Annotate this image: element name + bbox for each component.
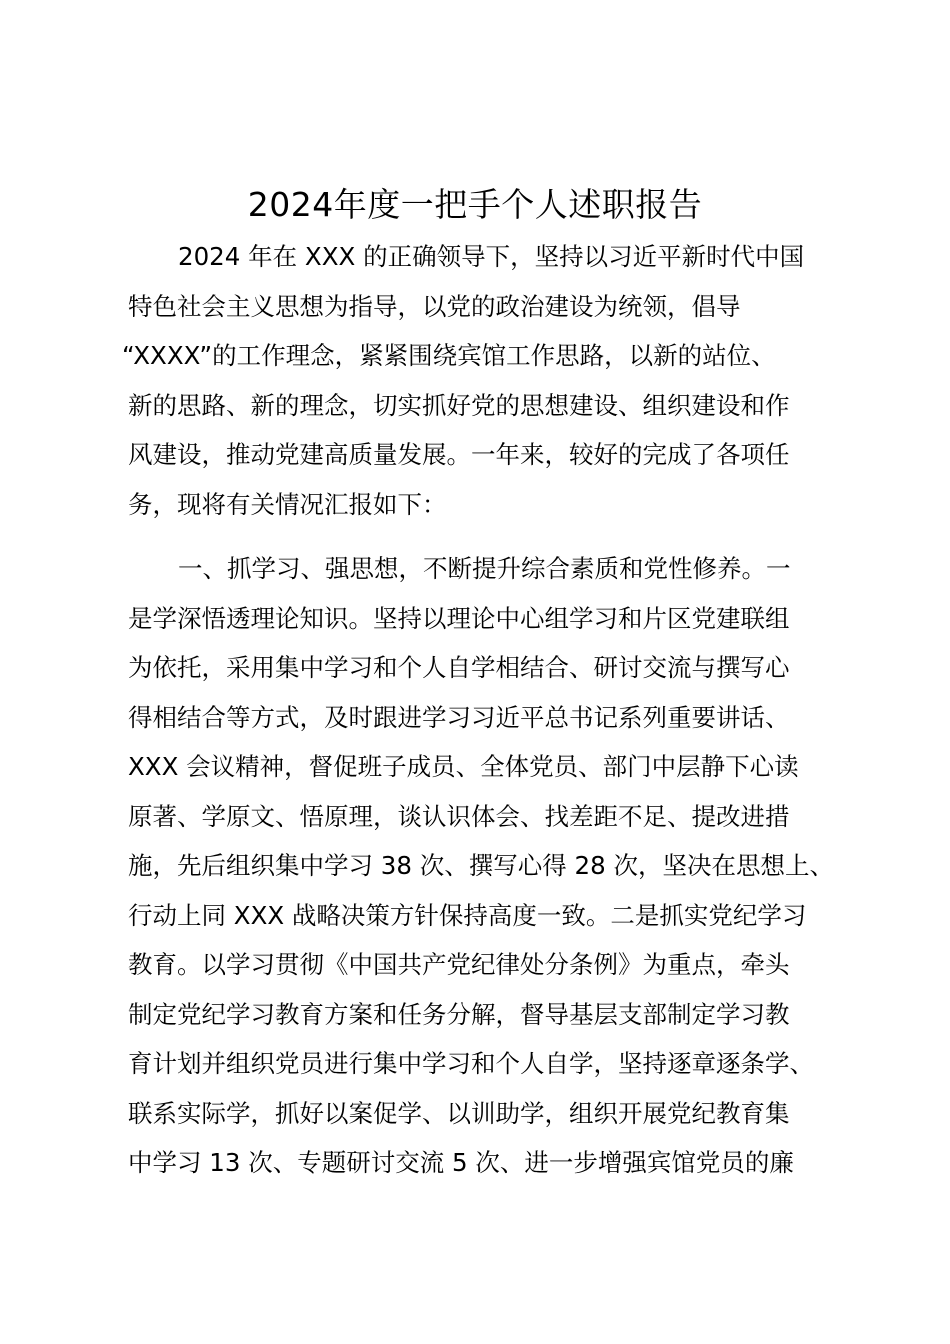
text-line: 务，现将有关情况汇报如下： (128, 489, 447, 519)
text-line: “XXXX”的工作理念，紧紧围绕宾馆工作思路，以新的站位、 (122, 341, 776, 370)
text-line: 是学深悟透理论知识。坚持以理论中心组学习和片区党建联组 (128, 603, 790, 633)
text-line: 风建设，推动党建高质量发展。一年来，较好的完成了各项任 (128, 440, 790, 469)
text-line: XXX 会议精神，督促班子成员、全体党员、部门中层静下心读 (128, 752, 799, 781)
text-line: 一、抓学习、强思想，不断提升综合素质和党性修养。一 (178, 554, 791, 583)
paragraph-section-one (128, 544, 833, 1188)
text-line: 施，先后组织集中学习 38 次、撰写心得 28 次，坚决在思想上、 (128, 851, 834, 880)
text-line: 新的思路、新的理念，切实抓好党的思想建设、组织建设和作 (128, 390, 790, 420)
text-line: 得相结合等方式，及时跟进学习习近平总书记系列重要讲话、 (128, 702, 790, 732)
text-line: 制定党纪学习教育方案和任务分解，督导基层支部制定学习教 (128, 999, 790, 1029)
text-line: 2024 年在 XXX 的正确领导下，坚持以习近平新时代中国 (178, 242, 805, 271)
text-line: 行动上同 XXX 战略决策方针保持高度一致。二是抓实党纪学习 (128, 900, 807, 930)
text-line: 特色社会主义思想为指导，以党的政治建设为统领，倡导 (128, 291, 741, 321)
text-line: 联系实际学，抓好以案促学、以训助学，组织开展党纪教育集 (128, 1098, 790, 1128)
text-line: 中学习 13 次、专题研讨交流 5 次、进一步增强宾馆党员的廉 (128, 1148, 794, 1177)
paragraph-intro (122, 232, 833, 529)
text-line: 育计划并组织党员进行集中学习和个人自学，坚持逐章逐条学、 (128, 1049, 814, 1078)
text-line: 教育。以学习贯彻《中国共产党纪律处分条例》为重点，牵头 (128, 950, 790, 979)
text-line: 为依托，采用集中学习和个人自学相结合、研讨交流与撰写心 (128, 653, 790, 682)
text-line: 原著、学原文、悟原理，谈认识体会、找差距不足、提改进措 (128, 801, 790, 831)
paragraph-gap (128, 529, 833, 544)
document-title: 2024年度一把手个人述职报告 (247, 185, 703, 224)
document-body (122, 232, 834, 1188)
